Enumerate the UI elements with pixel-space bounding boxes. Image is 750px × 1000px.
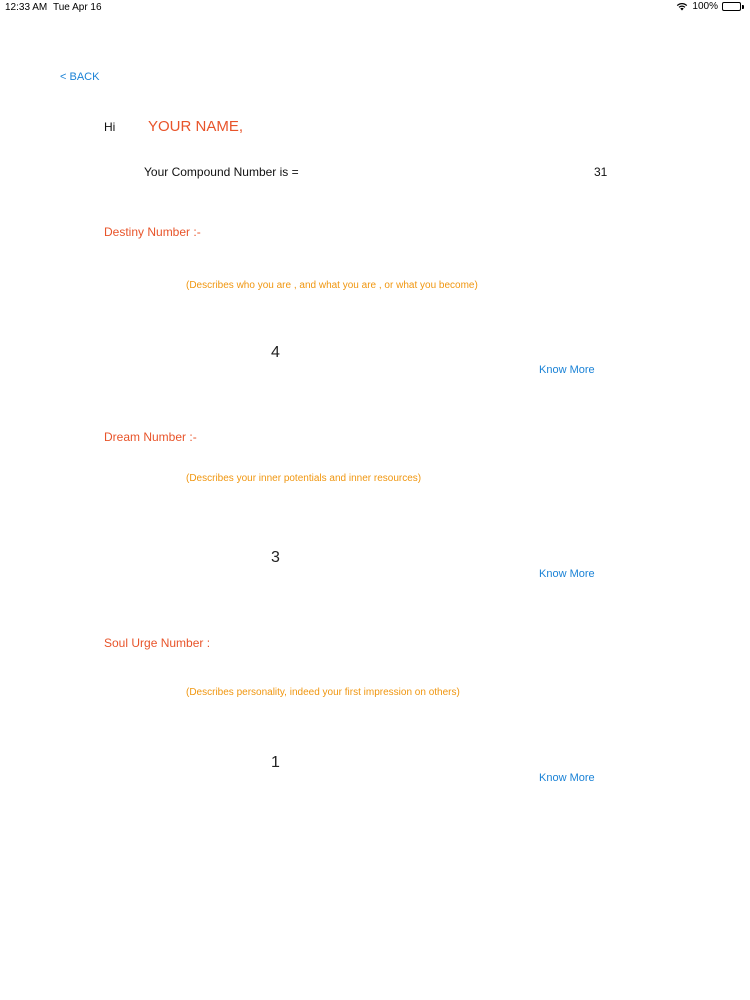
destiny-know-more-link[interactable]: Know More [539,364,595,376]
soul-urge-number-value: 1 [271,754,280,771]
dream-number-description: (Describes your inner potentials and inner resources) [186,473,422,484]
destiny-number-description: (Describes who you are , and what you are , or what you become) [186,280,478,291]
status-date: Tue Apr 16 [53,2,102,13]
compound-number-value: 31 [594,165,608,179]
greeting-label: Hi [104,120,116,134]
wifi-icon [676,2,688,11]
compound-number-label: Your Compound Number is = [144,165,299,179]
dream-number-value: 3 [271,549,280,566]
dream-number-title: Dream Number :- [104,430,197,444]
soul-urge-number-title: Soul Urge Number : [104,636,211,650]
soul-urge-number-description: (Describes personality, indeed your first impression on others) [186,687,460,698]
destiny-number-title: Destiny Number :- [104,225,201,239]
destiny-number-value: 4 [271,344,280,361]
status-time: 12:33 AM [5,2,48,13]
battery-icon [722,2,744,11]
user-name: YOUR NAME, [148,118,244,135]
status-indicators [676,1,744,12]
soul-urge-know-more-link[interactable]: Know More [539,772,595,784]
dream-know-more-link[interactable]: Know More [539,568,595,580]
back-button[interactable]: < BACK [60,71,100,83]
battery-percent: 100% [692,1,718,12]
